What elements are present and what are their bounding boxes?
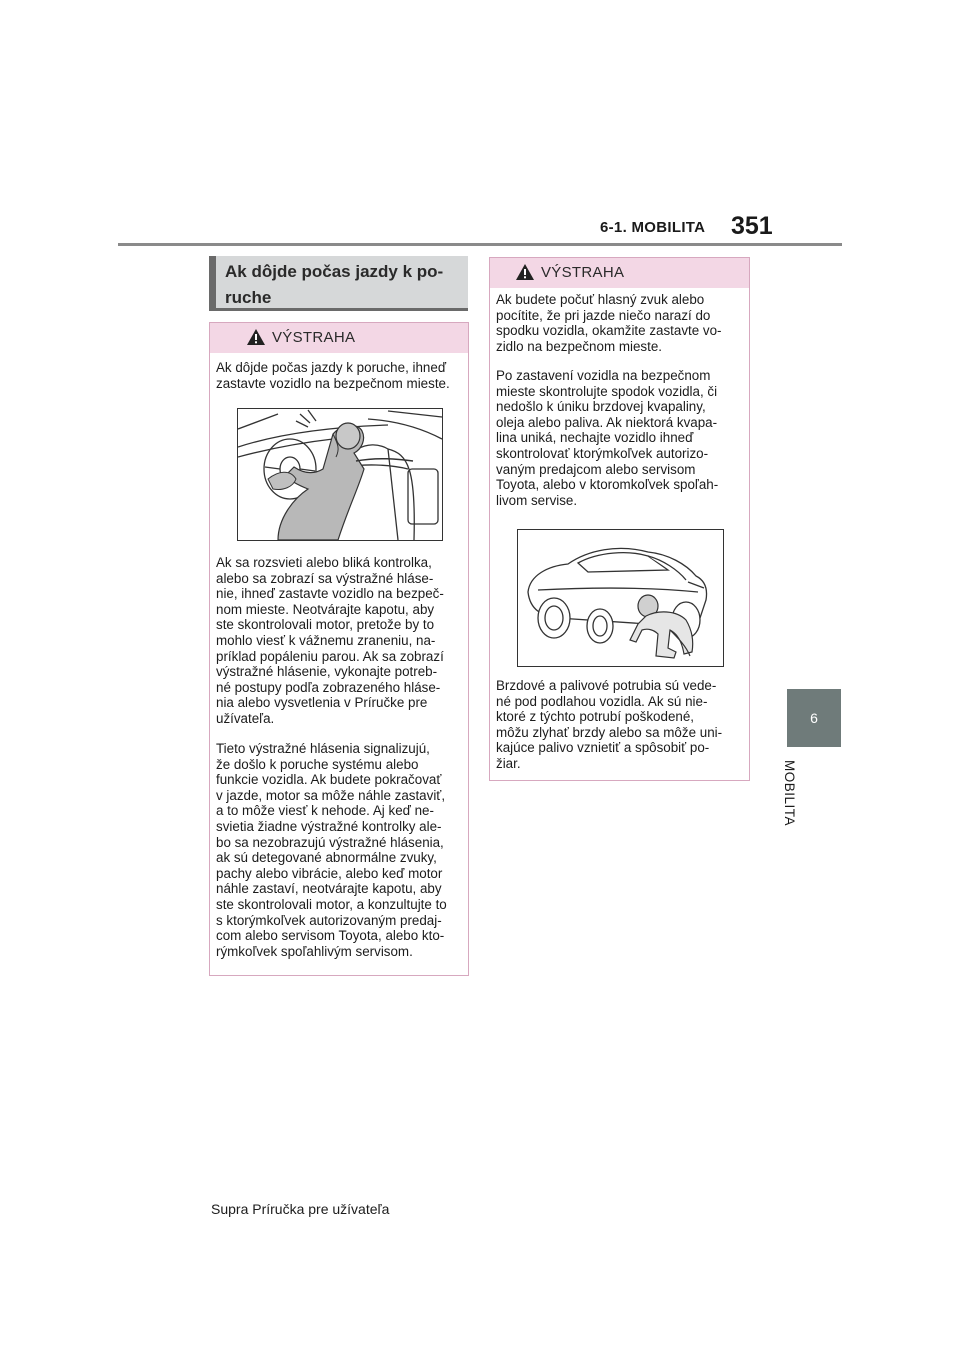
text-line: náhle zastaví, neotvárajte kapotu, aby xyxy=(216,881,442,897)
text-line: Brzdové a palivové potrubia sú vede- xyxy=(496,678,717,693)
text-line: alebo sa zobrazí sa výstražné hláse- xyxy=(216,570,434,586)
text-line: nie, ihneď zastavte vozidlo na bezpeč- xyxy=(216,586,444,602)
section-heading xyxy=(209,256,468,311)
text-line: Po zastavení vozidla na bezpečnom xyxy=(496,368,711,383)
text-line: Tieto výstražné hlásenia signalizujú, xyxy=(216,741,430,756)
text-line: mohlo viesť k vážnemu zraneniu, na- xyxy=(216,632,436,648)
text-line: nedošlo k úniku brzdovej kvapaliny, xyxy=(496,399,706,415)
text-line: nia alebo vysvetlenia v Príručke pre xyxy=(216,695,428,711)
text-line: né pod podlahou vozidla. Ak sú nie- xyxy=(496,693,708,709)
footer-manual-title: Supra Príručka pre užívateľa xyxy=(211,1201,390,1217)
text-line: a to môže viesť k nehode. Aj keď ne- xyxy=(216,803,434,819)
chapter-tab xyxy=(787,689,841,747)
text-line: pocítite, že pri jazde niečo narazí do xyxy=(496,307,711,323)
warning-triangle-icon xyxy=(246,328,266,346)
text-line: vaným predajcom alebo servisom xyxy=(496,461,696,477)
chapter-label: MOBILITA xyxy=(782,760,797,827)
page-number: 351 xyxy=(731,212,773,240)
text-line: ste skontrolovali motor, pretože by to xyxy=(216,617,435,633)
warning-paragraph-3 xyxy=(496,678,722,772)
text-line: môžu zlyhať brzdy alebo sa môže uni- xyxy=(496,724,723,740)
text-line: lina uniká, nechajte vozidlo ihneď xyxy=(496,430,694,446)
person-checking-car-underside-image xyxy=(518,530,723,666)
text-line: kajúce palivo vznietiť a spôsobiť po- xyxy=(496,740,710,756)
text-line: zidlo na bezpečnom mieste. xyxy=(496,338,662,354)
text-line: s ktorýmkoľvek autorizovaným predaj- xyxy=(216,912,442,928)
text-line: užívateľa. xyxy=(216,710,275,726)
warning-triangle-icon xyxy=(515,263,535,281)
section-label: 6-1. MOBILITA xyxy=(600,219,706,236)
heading-line-1: Ak dôjde počas jazdy k po- xyxy=(225,262,444,281)
heading-line-2: ruche xyxy=(225,288,272,307)
text-line: rýmkoľvek spoľahlivým servisom. xyxy=(216,943,413,959)
text-line: zastavte vozidlo na bezpečnom mieste. xyxy=(216,375,450,391)
text-line: Ak budete počuť hlasný zvuk alebo xyxy=(496,292,705,307)
text-line: žiar. xyxy=(496,755,521,771)
text-line: v jazde, motor sa môže náhle zastaviť, xyxy=(216,787,446,803)
warning-header xyxy=(490,258,749,288)
warning-box-left xyxy=(209,322,469,976)
warning-paragraph-2 xyxy=(216,741,447,959)
text-line: Toyota, alebo v ktoromkoľvek spoľah- xyxy=(496,477,719,493)
driver-slumped-image xyxy=(238,409,442,540)
text-line: skontrolovať ktorýmkoľvek autorizo- xyxy=(496,445,709,461)
text-line: ste skontrolovali motor, a konzultujte to xyxy=(216,896,447,912)
text-line: nom mieste. Neotvárajte kapotu, aby xyxy=(216,601,435,617)
section-heading-text xyxy=(225,259,465,311)
text-line: bo sa nezobrazujú výstražné hlásenia, xyxy=(216,834,444,850)
text-line: né postupy podľa zobrazeného hláse- xyxy=(216,679,441,695)
warning-title: VÝSTRAHA xyxy=(541,264,625,281)
text-line: pachy alebo vibrácie, alebo keď motor xyxy=(216,865,443,881)
text-line: Ak dôjde počas jazdy k poruche, ihneď xyxy=(216,360,447,375)
text-line: výstražné hlásenie, vykonajte potreb- xyxy=(216,664,438,680)
text-line: com alebo servisom Toyota, alebo kto- xyxy=(216,928,445,944)
text-line: Ak sa rozsvieti alebo bliká kontrolka, xyxy=(216,555,432,570)
chapter-number: 6 xyxy=(810,710,818,726)
warning-paragraph-2 xyxy=(496,368,718,508)
warning-intro xyxy=(216,360,450,391)
text-line: príklad popáleniu parou. Ak sa zobrazí xyxy=(216,648,444,664)
car-inspection-illustration xyxy=(517,529,724,667)
text-line: ktoré z týchto potrubí poškodené, xyxy=(496,709,695,725)
text-line: svietia žiadne výstražné kontrolky ale- xyxy=(216,818,442,834)
text-line: mieste skontrolujte spodok vozidla, či xyxy=(496,383,718,399)
driver-illustration xyxy=(237,408,443,541)
text-line: livom servise. xyxy=(496,492,578,508)
header-rule xyxy=(118,243,842,246)
warning-box-right xyxy=(489,257,750,781)
warning-paragraph-1 xyxy=(496,292,722,354)
warning-header xyxy=(210,323,468,353)
warning-paragraph-1 xyxy=(216,555,444,727)
text-line: že došlo k poruche systému alebo xyxy=(216,756,419,772)
text-line: spodku vozidla, okamžite zastavte vo- xyxy=(496,323,722,339)
text-line: oleja alebo paliva. Ak niektorá kvapa- xyxy=(496,414,718,430)
text-line: ak sú detegované abnormálne zvuky, xyxy=(216,850,437,866)
warning-title: VÝSTRAHA xyxy=(272,329,356,346)
text-line: funkcie vozidla. Ak budete pokračovať xyxy=(216,772,442,788)
